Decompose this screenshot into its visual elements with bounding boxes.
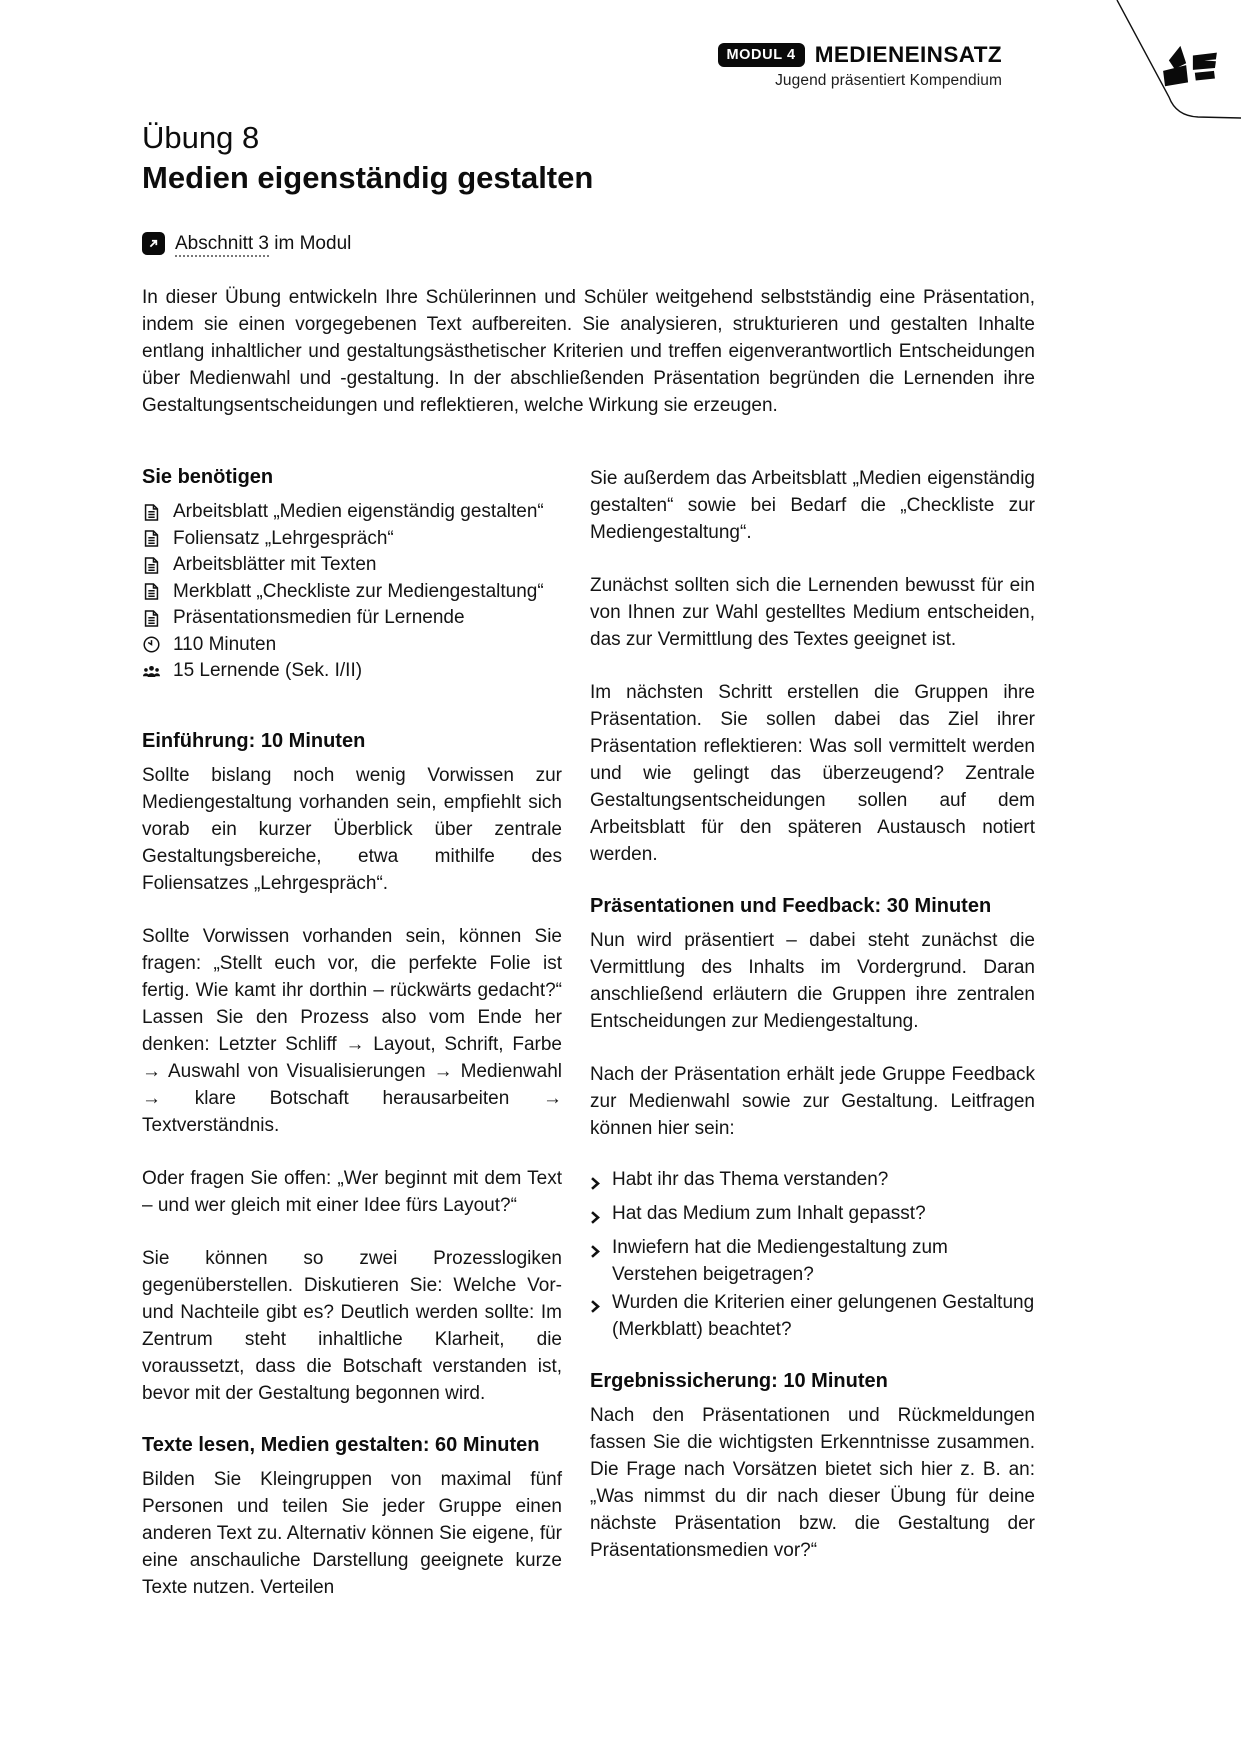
document-icon [142, 556, 161, 575]
document-icon [142, 609, 161, 628]
module-link-label: Abschnitt 3 im Modul [175, 233, 351, 255]
paragraph: Bilden Sie Kleingruppen von maximal fünf Personen und teilen Sie jeder Gruppe einen anderen Text zu. Alternativ können Sie eigene, für eine anschauliche Darstellung geeignete kurze Texte nutzen. Verteilen [142, 1468, 562, 1598]
list-item: Arbeitsblatt „Medien eigenständig gestalten“ [142, 499, 562, 526]
chevron-right-icon [590, 1206, 600, 1233]
page-header [718, 42, 1003, 90]
paragraph: Sollte bislang noch wenig Vorwissen zur Mediengestaltung vorhanden sein, empfiehlt sich vorab ein kurzer Überblick über zentrale Gestaltungsbereiche, etwa mithilfe des Foliensatzes „Lehrgespräch“. [142, 764, 562, 894]
list-item: Habt ihr das Thema verstanden? [590, 1166, 1035, 1199]
list-item: Merkblatt „Checkliste zur Mediengestaltung“ [142, 579, 562, 606]
list-item: Foliensatz „Lehrgespräch“ [142, 526, 562, 553]
einfuehrung-heading: Einführung: 10 Minuten [142, 729, 366, 752]
right-column [590, 465, 1035, 1601]
exercise-number: Übung 8 [142, 120, 260, 155]
materials-heading: Sie benötigen [142, 466, 274, 488]
list-item: Arbeitsblätter mit Texten [142, 552, 562, 579]
list-item: Wurden die Kriterien einer gelungenen Gestaltung (Merkblatt) beachtet? [590, 1289, 1035, 1343]
paragraph: Sollte Vorwissen vorhanden sein, können Sie fragen: „Stellt euch vor, die perfekte Folie ist fertig. Wie kamt ihr dorthin – rückwärts gedacht?“ Lassen Sie den Prozess also vom Ende her denken: Letzter Schliff → Layout, Schrift, Farbe → Auswahl von Visualisierungen → Medienwahl → klare Botschaft herausarbeiten → Textverständnis. [142, 925, 562, 1136]
texte-lesen-heading: Texte lesen, Medien gestalten: 60 Minuten [142, 1433, 540, 1456]
paragraph: Im nächsten Schritt erstellen die Gruppen ihre Präsentation. Sie sollen dabei das Ziel ihrer Präsentation reflektieren: Was soll vermittelt werden und wie gelingt das überzeugend? Zentrale Gestaltungsentscheidungen sollen auf dem Arbeitsblatt für den späteren Austausch notiert werden. [590, 682, 1035, 865]
intro-paragraph: In dieser Übung entwickeln Ihre Schülerinnen und Schüler weitgehend selbstständig eine Präsentation, indem sie einen vorgegebenen Text aufbereiten. Sie analysieren, strukturieren und gestalten Inhalte entlang inhaltlicher und gestaltungsästhetischer Kriterien und treffen eigenverantwortlich Entscheidungen über Medienwahl und -gestaltung. In der abschließenden Präsentation begründen die Lernenden ihre Gestaltungsentscheidungen und reflektieren, welche Wirkung sie erzeugen. [142, 287, 1035, 416]
chevron-right-icon [590, 1172, 600, 1199]
paragraph: Oder fragen Sie offen: „Wer beginnt mit dem Text – und wer gleich mit einer Idee fürs Layout?“ [142, 1167, 562, 1216]
feedback-question-list [590, 1166, 1035, 1343]
compendium-subtitle: Jugend präsentiert Kompendium [775, 72, 1002, 89]
main-content [142, 118, 1035, 1601]
ergebnissicherung-heading: Ergebnissicherung: 10 Minuten [590, 1370, 888, 1392]
jugend-praesentiert-logo-icon [1161, 44, 1219, 92]
list-item: 15 Lernende (Sek. I/II) [142, 658, 562, 685]
list-item: Präsentationsmedien für Lernende [142, 605, 562, 632]
paragraph: Sie außerdem das Arbeitsblatt „Medien eigenständig gestalten“ sowie bei Bedarf die „Checkliste zur Mediengestaltung“. [590, 468, 1035, 543]
materials-list [142, 499, 562, 685]
paragraph: Zunächst sollten sich die Lernenden bewusst für ein von Ihnen zur Wahl gestelltes Medium entscheiden, das zur Vermittlung des Textes geeignet ist. [590, 575, 1035, 650]
feedback-heading: Präsentationen und Feedback: 30 Minuten [590, 895, 992, 917]
paragraph: Nun wird präsentiert – dabei steht zunächst die Vermittlung des Inhalts im Vordergrund. Daran anschließend erläutern die Gruppen ihre zentralen Entscheidungen zur Mediengestaltung. [590, 930, 1035, 1032]
document-icon [142, 582, 161, 601]
paragraph: Nach den Präsentationen und Rückmeldungen fassen Sie die wichtigsten Erkenntnisse zusammen. Die Frage nach Vorsätzen bietet sich hier z. B. an: „Was nimmst du dir nach dieser Übung für deine nächste Präsentation bzw. die Gestaltung der Präsentationsmedien vor?“ [590, 1405, 1035, 1561]
paragraph: Sie können so zwei Prozesslogiken gegenüberstellen. Diskutieren Sie: Welche Vor- und Nachteile gibt es? Deutlich werden sollte: Im Zentrum steht inhaltliche Klarheit, die voraussetzt, dass die Botschaft verstanden ist, bevor mit der Gestaltung begonnen wird. [142, 1247, 562, 1404]
module-section-link[interactable] [142, 232, 351, 255]
module-title: MEDIENEINSATZ [814, 42, 1002, 67]
chevron-right-icon [590, 1295, 600, 1343]
page-title: Medien eigenständig gestalten [142, 160, 594, 195]
people-icon [142, 662, 161, 681]
list-item: Inwiefern hat die Mediengestaltung zum Verstehen beigetragen? [590, 1234, 1035, 1288]
list-item: Hat das Medium zum Inhalt gepasst? [590, 1200, 1035, 1233]
document-icon [142, 503, 161, 522]
list-item: 110 Minuten [142, 632, 562, 659]
clock-icon [142, 635, 161, 654]
module-badge: MODUL 4 [718, 43, 805, 67]
document-icon [142, 529, 161, 548]
left-column [142, 465, 562, 1601]
chevron-right-icon [590, 1240, 600, 1288]
arrow-up-right-icon [142, 232, 165, 255]
paragraph: Nach der Präsentation erhält jede Gruppe Feedback zur Medienwahl sowie zur Gestaltung. Leitfragen können hier sein: [590, 1064, 1035, 1139]
